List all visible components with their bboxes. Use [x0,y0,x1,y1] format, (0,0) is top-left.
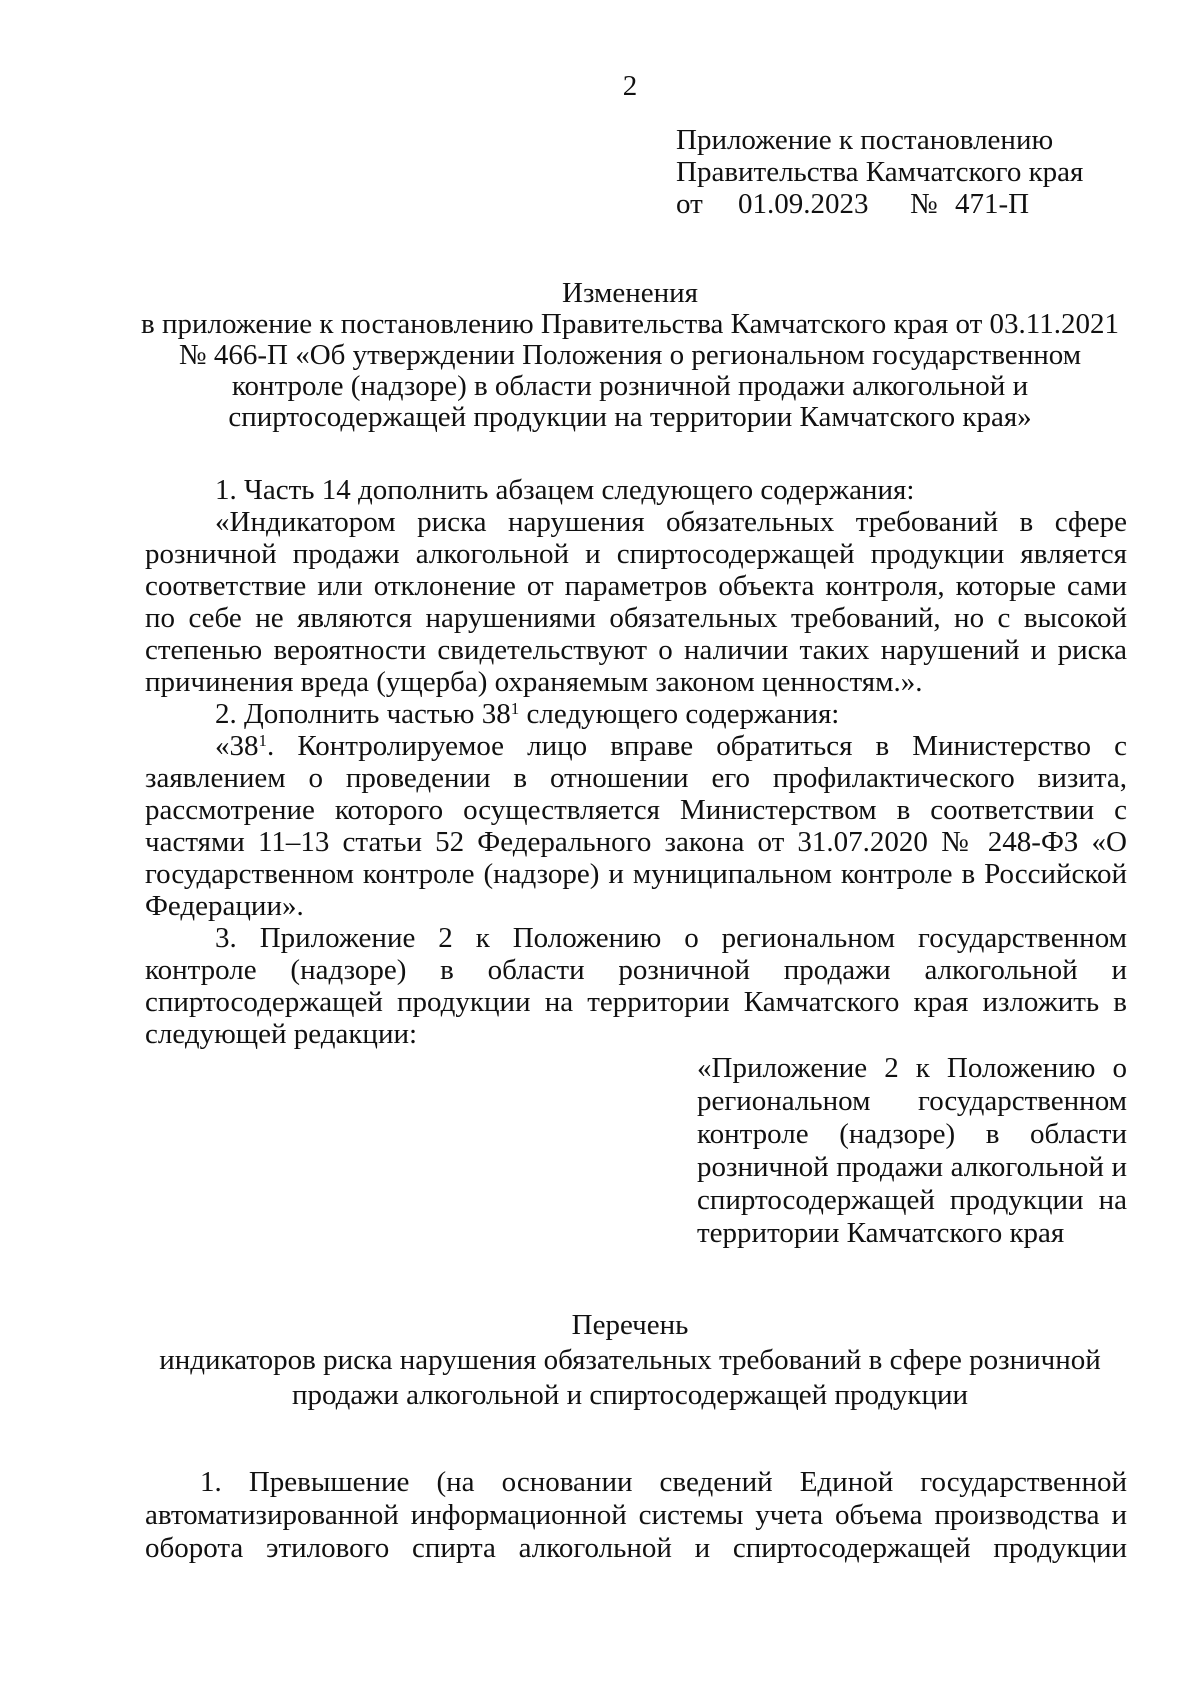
list-title [130,1308,1130,1413]
header-line-1: Приложение к постановлению [676,124,1054,156]
paragraph-2: «Индикатором риска нарушения обязательных требований в сфере розничной продажи алкогольной и спиртосодержащей продукции является соответствие или отклонение от параметров объекта контроля, которые сами по себе не являются нарушениями обязательных требований, но с высокой степенью вероятности свидетельствуют о наличии таких нарушений и риска причинения вреда (ущерба) охраняемым законом ценностям.». [145,506,1127,698]
document-body [145,474,1127,1050]
list-item-1-line-2: автоматизированной информационной системы учета объема производства и [145,1499,1127,1531]
appendix-note-line-1: «Приложение 2 к Положению о [697,1052,1127,1084]
approval-header [676,124,1083,220]
list-item-1-line-1: 1. Превышение (на основании сведений Единой государственной [200,1466,1127,1498]
title-line-2: № 466-П «Об утверждении Положения о региональном государственном [178,339,1082,371]
paragraph-4-text-a: «38 [215,730,259,762]
list-item-1 [145,1466,1127,1565]
appendix-note-line-2: региональном государственном [697,1085,1127,1117]
paragraph-3-text-a: 2. Дополнить частью 38 [215,698,511,730]
paragraph-1: 1. Часть 14 дополнить абзацем следующего содержания: [215,474,915,506]
list-title-line-1: индикаторов риска нарушения обязательных требований в сфере розничной [159,1344,1101,1376]
header-date-row [676,188,1083,220]
paragraph-5: 3. Приложение 2 к Положению о региональном государственном контроле (надзоре) в области розничной продажи алкогольной и спиртосодержащей продукции на территории Камчатского края изложить в следующей редакции: [145,922,1127,1050]
list-title-line-2: продажи алкогольной и спиртосодержащей продукции [291,1379,969,1411]
header-date: 01.09.2023 [738,188,869,220]
appendix-note-line-4: розничной продажи алкогольной и [697,1151,1127,1183]
paragraph-4-superscript: 1 [258,731,267,750]
title-line-3: контроле (надзоре) в области розничной продажи алкогольной и [231,370,1029,402]
appendix-note-line-5: спиртосодержащей продукции на [697,1184,1127,1216]
title-line-4: спиртосодержащей продукции на территории Камчатского края» [228,401,1032,433]
paragraph-4 [145,730,1127,922]
title-heading: Изменения [562,277,698,309]
paragraph-3 [145,698,1127,730]
paragraph-3-superscript: 1 [510,699,520,718]
paragraph-3-text-b: следующего содержания: [519,698,840,730]
header-line-2: Правительства Камчатского края [676,156,1084,188]
header-from-label: от [676,188,703,220]
list-title-heading: Перечень [571,1309,689,1341]
list-item-1-line-3: оборота этилового спирта алкогольной и спиртосодержащей продукции [145,1532,1127,1564]
header-number: 471-П [955,188,1030,220]
document-title [130,278,1130,433]
appendix-note-line-6: территории Камчатского края [697,1217,1065,1249]
appendix-note-line-3: контроле (надзоре) в области [697,1118,1127,1150]
header-number-sign: № [910,188,938,220]
title-line-1: в приложение к постановлению Правительства Камчатского края от 03.11.2021 [141,308,1119,340]
paragraph-4-text-b: . Контролируемое лицо вправе обратиться в Министерство с заявлением о проведении в отношении его профилактического визита, рассмотрение которого осуществляется Министерством в соответствии с частями 11–13 статьи 52 Федерального закона от 31.07.2020 № 248-ФЗ «О государственном контроле (надзоре) и муниципальном контроле в Российской Федерации». [145,730,1127,922]
page-number: 2 [622,70,638,102]
appendix-note [697,1052,1127,1250]
